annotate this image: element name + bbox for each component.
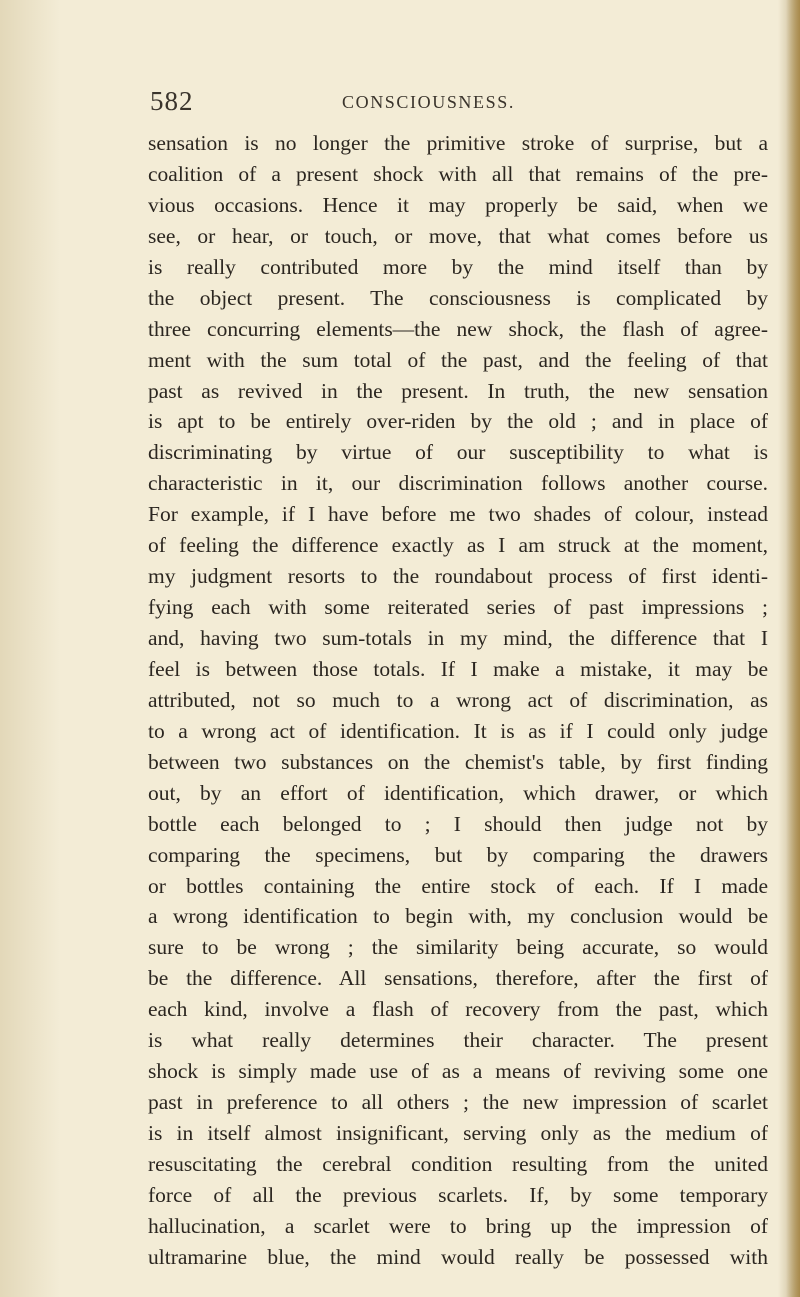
page-edge-shadow xyxy=(786,0,800,1297)
text-line: comparing the specimens, but by comparing the drawers xyxy=(148,842,768,867)
text-line: a wrong identification to begin with, my conclusion would be xyxy=(148,904,768,929)
text-line: past in preference to all others ; the new impression of scarlet xyxy=(148,1090,768,1115)
body-text xyxy=(148,128,768,1273)
text-line: each kind, involve a flash of recovery from the past, which xyxy=(148,997,768,1022)
text-line: past as revived in the present. In truth, the new sensation xyxy=(148,378,768,403)
text-line: and, having two sum-totals in my mind, the difference that I xyxy=(148,626,768,650)
text-line: attributed, not so much to a wrong act of discrimination, as xyxy=(148,687,768,712)
text-line: vious occasions. Hence it may properly be said, when we xyxy=(148,192,768,217)
text-line: For example, if I have before me two shades of colour, instead xyxy=(148,502,768,527)
text-line: discriminating by virtue of our susceptibility to what is xyxy=(148,440,768,465)
text-line: is in itself almost insignificant, serving only as the medium of xyxy=(148,1121,768,1145)
text-line: my judgment resorts to the roundabout process of first identi- xyxy=(148,564,768,589)
text-line: coalition of a present shock with all that remains of the pre- xyxy=(148,161,768,186)
text-line: to a wrong act of identification. It is as if I could only judge xyxy=(148,718,768,743)
text-line: ment with the sum total of the past, and the feeling of that xyxy=(148,347,768,372)
page-header xyxy=(150,86,750,118)
text-line: fying each with some reiterated series of past impressions ; xyxy=(148,595,768,620)
text-line: the object present. The consciousness is complicated by xyxy=(148,285,768,310)
text-line: between two substances on the chemist's table, by first finding xyxy=(148,749,768,774)
text-line: three concurring elements—the new shock, the flash of agree- xyxy=(148,316,768,341)
page-number: 582 xyxy=(150,86,194,116)
text-line: shock is simply made use of as a means of reviving some one xyxy=(148,1059,768,1084)
text-line: sensation is no longer the primitive stroke of surprise, but a xyxy=(148,131,768,155)
text-line: ultramarine blue, the mind would really be possessed with xyxy=(148,1244,768,1269)
text-line: hallucination, a scarlet were to bring up the impression of xyxy=(148,1213,768,1238)
text-line: out, by an effort of identification, which drawer, or which xyxy=(148,780,768,805)
text-line: resuscitating the cerebral condition resulting from the united xyxy=(148,1151,768,1176)
running-head: CONSCIOUSNESS. xyxy=(342,92,515,112)
text-line: sure to be wrong ; the similarity being accurate, so would xyxy=(148,935,768,960)
text-line: or bottles containing the entire stock of each. If I made xyxy=(148,873,768,898)
text-line: be the difference. All sensations, therefore, after the first of xyxy=(148,966,768,991)
text-line: is really contributed more by the mind itself than by xyxy=(148,254,768,279)
text-line: see, or hear, or touch, or move, that what comes before us xyxy=(148,223,768,248)
text-line: of feeling the difference exactly as I am struck at the moment, xyxy=(148,533,768,558)
text-line: bottle each belonged to ; I should then judge not by xyxy=(148,811,768,836)
text-line: is apt to be entirely over-riden by the old ; and in place of xyxy=(148,409,768,434)
text-line: is what really determines their character. The present xyxy=(148,1028,768,1053)
text-line: feel is between those totals. If I make a mistake, it may be xyxy=(148,656,768,681)
text-line: force of all the previous scarlets. If, by some temporary xyxy=(148,1182,768,1207)
text-line: characteristic in it, our discrimination follows another course. xyxy=(148,471,768,496)
